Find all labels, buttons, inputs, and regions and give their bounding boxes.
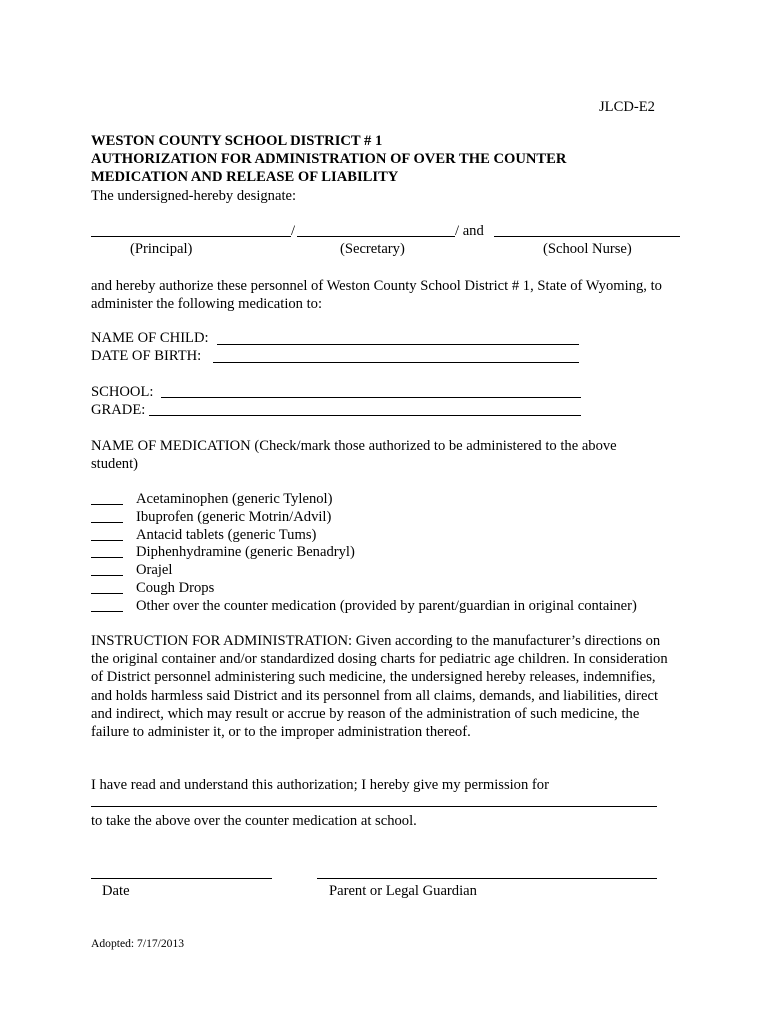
document-code: JLCD-E2: [599, 99, 655, 115]
medication-label: Diphenhydramine (generic Benadryl): [136, 544, 355, 560]
date-of-birth-field[interactable]: [213, 362, 579, 363]
name-of-child-field[interactable]: [217, 344, 579, 345]
adopted-date: Adopted: 7/17/2013: [91, 937, 185, 950]
title-line-2: AUTHORIZATION FOR ADMINISTRATION OF OVER THE COUNTER: [91, 151, 567, 167]
checkmark-blank[interactable]: [91, 557, 123, 558]
permission-text-2: to take the above over the counter medication at school.: [91, 813, 417, 829]
guardian-label: Parent or Legal Guardian: [329, 883, 477, 899]
checkmark-blank[interactable]: [91, 575, 123, 576]
intro-text: The undersigned-hereby designate:: [91, 188, 297, 204]
medication-label: Ibuprofen (generic Motrin/Advil): [136, 509, 332, 525]
secretary-blank[interactable]: [297, 236, 455, 237]
date-label: Date: [102, 883, 130, 899]
school-nurse-blank[interactable]: [494, 236, 680, 237]
checkmark-blank[interactable]: [91, 540, 123, 541]
checkmark-blank[interactable]: [91, 611, 123, 612]
medication-label: Acetaminophen (generic Tylenol): [136, 491, 333, 507]
grade-field[interactable]: [149, 415, 581, 416]
school-label: SCHOOL:: [91, 384, 154, 400]
title-line-1: WESTON COUNTY SCHOOL DISTRICT # 1: [91, 133, 383, 149]
school-nurse-label: (School Nurse): [543, 241, 632, 257]
permission-text: I have read and understand this authorization; I hereby give my permission for: [91, 777, 549, 793]
medication-label: Cough Drops: [136, 580, 215, 596]
authorize-paragraph: and hereby authorize these personnel of Weston County School District # 1, State of Wyoming, to administer the following medication to:: [91, 278, 662, 313]
title-line-3: MEDICATION AND RELEASE OF LIABILITY: [91, 169, 399, 185]
medication-label: Antacid tablets (generic Tums): [136, 527, 317, 543]
instruction-paragraph: INSTRUCTION FOR ADMINISTRATION: Given according to the manufacturer’s directions on the original container and/or standardized dosing charts for pediatric age children. In consideration of District personnel administering such medicine, the undersigned hereby releases, indemnifies, and holds harmless said District and its personnel from all claims, demands, and liabilities, direct and indirect, which may result or accrue by reason of the administration of such medicine, the failure to administer it, or to the improper administration thereof.: [91, 633, 668, 741]
medication-label: Other over the counter medication (provided by parent/guardian in original container): [136, 598, 637, 614]
medication-label: Orajel: [136, 562, 173, 578]
date-of-birth-label: DATE OF BIRTH:: [91, 348, 202, 364]
date-signature-field[interactable]: [91, 878, 272, 879]
checkmark-blank[interactable]: [91, 593, 123, 594]
secretary-label: (Secretary): [340, 241, 405, 257]
principal-label: (Principal): [130, 241, 193, 257]
checkmark-blank[interactable]: [91, 522, 123, 523]
child-name-permission-field[interactable]: [91, 806, 657, 807]
name-of-child-label: NAME OF CHILD:: [91, 330, 209, 346]
school-field[interactable]: [161, 397, 581, 398]
checkmark-blank[interactable]: [91, 504, 123, 505]
guardian-signature-field[interactable]: [317, 878, 657, 879]
medication-heading: NAME OF MEDICATION (Check/mark those authorized to be administered to the above student): [91, 438, 617, 473]
grade-label: GRADE:: [91, 402, 146, 418]
designee-separator-2: / and: [455, 223, 484, 239]
principal-blank[interactable]: [91, 236, 291, 237]
designee-separator-1: /: [291, 223, 296, 239]
